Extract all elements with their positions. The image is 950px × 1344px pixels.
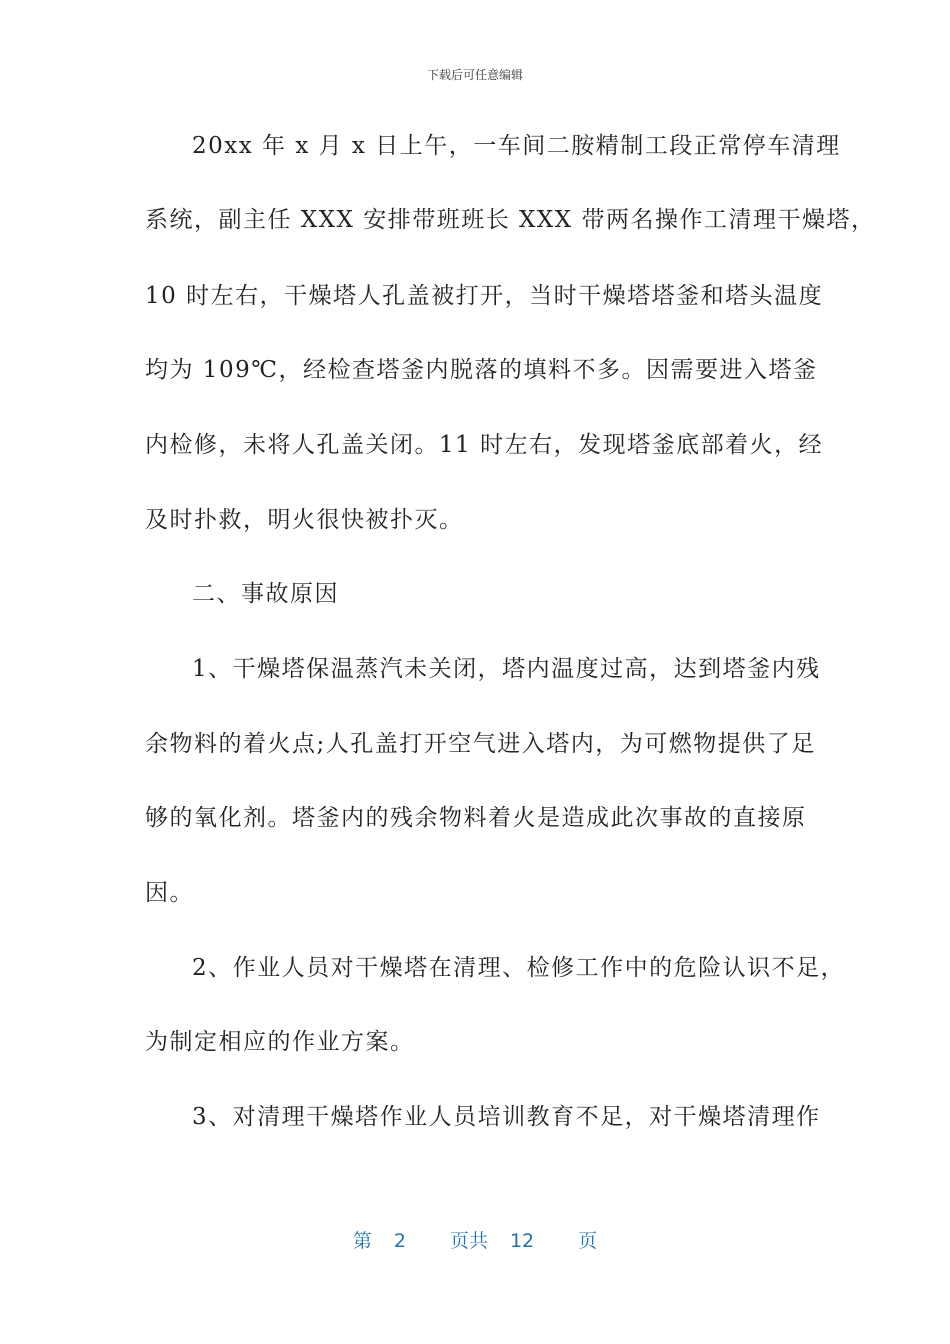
- section-heading: 二、事故原因: [192, 581, 339, 607]
- current-page-number: 2: [393, 1230, 406, 1252]
- paragraph-line: 因。: [145, 880, 194, 906]
- paragraph-line: 及时扑救，明火很快被扑灭。: [145, 507, 464, 533]
- page-footer: [0, 1226, 950, 1253]
- page-header-note: 下载后可任意编辑: [426, 68, 523, 82]
- footer-prefix: 第: [352, 1230, 372, 1252]
- paragraph-line: 够的氧化剂。塔釜内的残余物料着火是造成此次事故的直接原: [145, 805, 807, 831]
- paragraph-line: 3、对清理干燥塔作业人员培训教育不足，对干燥塔清理作: [192, 1104, 821, 1130]
- paragraph-line: 为制定相应的作业方案。: [145, 1029, 415, 1055]
- footer-suffix: 页: [578, 1230, 598, 1252]
- paragraph-line: 内检修，未将人孔盖关闭。11 时左右，发现塔釜底部着火，经: [145, 432, 824, 458]
- paragraph-line: 均为 109℃，经检查塔釜内脱落的填料不多。因需要进入塔釜: [145, 357, 818, 383]
- paragraph-line: 1、干燥塔保温蒸汽未关闭，塔内温度过高，达到塔釜内残: [192, 656, 821, 682]
- paragraph-line: 20xx 年 x 月 x 日上午，一车间二胺精制工段正常停车清理: [192, 133, 841, 159]
- footer-middle: 页共: [449, 1230, 488, 1252]
- paragraph-line: 余物料的着火点;人孔盖打开空气进入塔内，为可燃物提供了足: [145, 731, 816, 757]
- paragraph-line: 10 时左右，干燥塔人孔盖被打开，当时干燥塔塔釜和塔头温度: [145, 283, 824, 309]
- paragraph-line: 2、作业人员对干燥塔在清理、检修工作中的危险认识不足，: [192, 955, 846, 981]
- paragraph-line: 系统，副主任 XXX 安排带班班长 XXX 带两名操作工清理干燥塔，: [145, 207, 876, 233]
- total-pages-number: 12: [509, 1230, 535, 1252]
